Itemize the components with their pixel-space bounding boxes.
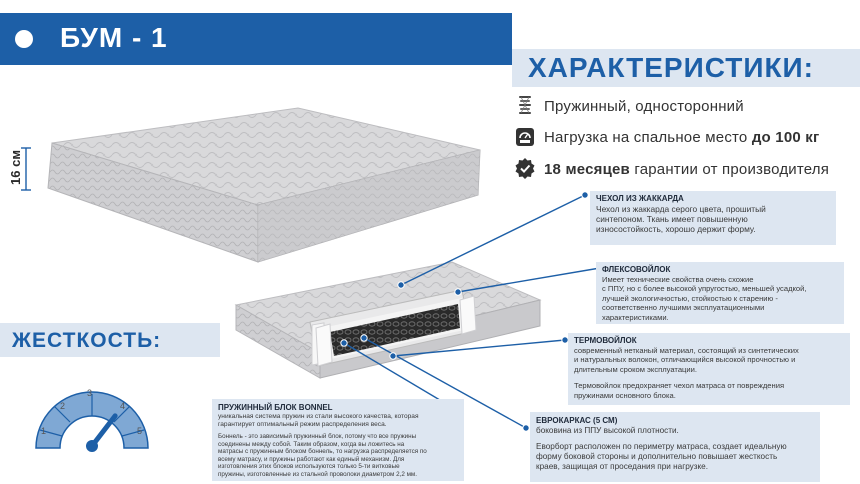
callout-spring-line: уникальная система пружин из стали высокого качества, которая bbox=[218, 413, 419, 420]
callout-flex-line: с ППУ, но с более высокой упругостью, меньшей усадкой, bbox=[602, 284, 807, 294]
characteristics-title: ХАРАКТЕРИСТИКИ: bbox=[528, 52, 814, 83]
mattress-main bbox=[48, 108, 480, 262]
callout-thermo-line: Термовойлок предохраняет чехол матраса от повреждения bbox=[574, 381, 785, 391]
callout-jacquard-line: износостойкость, хорошо держит форму. bbox=[596, 224, 756, 234]
callout-thermo-line: длительным сроком эксплуатации. bbox=[574, 364, 697, 374]
callout-spring-line: изготовления этих блоков используются только 5-ти витковые bbox=[218, 463, 400, 471]
callout-spring-title: ПРУЖИННЫЙ БЛОК BONNEL bbox=[218, 403, 333, 412]
feature-spring-text: Пружинный, односторонний bbox=[544, 97, 744, 115]
hardness-bar bbox=[0, 323, 220, 357]
callout-spring-block bbox=[212, 399, 464, 481]
callout-eurocase bbox=[530, 412, 820, 482]
callout-eurocase-line: форму боковой стороны и дополнительно повышает жесткость bbox=[536, 452, 778, 461]
callout-jacquard-line: Чехол из жаккарда серого цвета, прошитый bbox=[596, 204, 766, 214]
callout-thermo-title: ТЕРМОВОЙЛОК bbox=[574, 336, 637, 345]
gauge-label-4: 4 bbox=[120, 401, 126, 411]
callout-flex-line: лучшей экологичностью, стойкостью к старению - bbox=[602, 293, 778, 303]
callout-eurocase-line: краев, защищая от проседания при нагрузке. bbox=[536, 462, 709, 471]
feature-load-text: Нагрузка на спальное место до 100 кг bbox=[544, 128, 820, 146]
callout-eurocase-title: ЕВРОКАРКАС (5 СМ) bbox=[536, 416, 618, 425]
callout-thermo bbox=[568, 333, 850, 405]
callout-spring-line: пружины, изготовленные из стальной проволоки диаметром 2,2 мм. bbox=[218, 470, 417, 478]
callout-spring-line: Боннель - это зависимый пружинный блок, потому что все пружины bbox=[218, 433, 417, 440]
callout-eurocase-line: боковина из ППУ высокой плотности. bbox=[536, 426, 679, 435]
callout-spring-line: гарантирует оптимальный режим распределения веса. bbox=[218, 421, 387, 428]
callout-flex-title: ФЛЕКСОВОЙЛОК bbox=[602, 265, 671, 274]
hardness-title: ЖЕСТКОСТЬ: bbox=[12, 329, 162, 352]
callout-thermo-line: пружинами основного блока. bbox=[574, 390, 676, 400]
callout-jacquard-title: ЧЕХОЛ ИЗ ЖАККАРДА bbox=[596, 194, 684, 203]
callout-thermo-line: и натуральных волокон, отличающийся высокой прочностью и bbox=[574, 355, 796, 365]
callout-spring-line: всему матрасу, и пружины работают как единый механизм. Для bbox=[218, 455, 405, 463]
mattress-height-label: 16 см bbox=[7, 150, 23, 185]
callout-flex-line: характеристиками. bbox=[602, 312, 669, 322]
callout-thermo-line: современный нетканый материал, состоящий из синтетических bbox=[574, 346, 799, 355]
callout-jacquard-line: синтепоном. Ткань имеет повышенную bbox=[596, 214, 748, 224]
gauge-label-3: 3 bbox=[87, 388, 93, 398]
hardness-gauge bbox=[26, 378, 156, 457]
callout-spring-line: матрасы с пружинным блоком боннель, то нагрузка распределяется по bbox=[218, 448, 427, 456]
feature-warranty-text: 18 месяцев гарантии от производителя bbox=[544, 160, 830, 178]
mattress-cutaway bbox=[236, 262, 540, 378]
callout-eurocase-line: Еворборт расположен по периметру матраса, создает идеальную bbox=[536, 442, 787, 451]
gauge-label-2: 2 bbox=[60, 401, 66, 411]
callout-flex-line: Имеет технические свойства очень схожие bbox=[602, 275, 754, 284]
callout-flex bbox=[596, 262, 844, 324]
gauge-label-5: 5 bbox=[137, 426, 143, 436]
callout-flex-line: соответственно лучшими эксплуатационными bbox=[602, 303, 765, 313]
gauge-label-1: 1 bbox=[41, 426, 47, 436]
product-title: БУМ - 1 bbox=[60, 22, 168, 53]
callout-spring-line: соединены между собой. Таким образом, когда вы ложитесь на bbox=[218, 440, 405, 448]
callout-jacquard bbox=[590, 191, 836, 245]
